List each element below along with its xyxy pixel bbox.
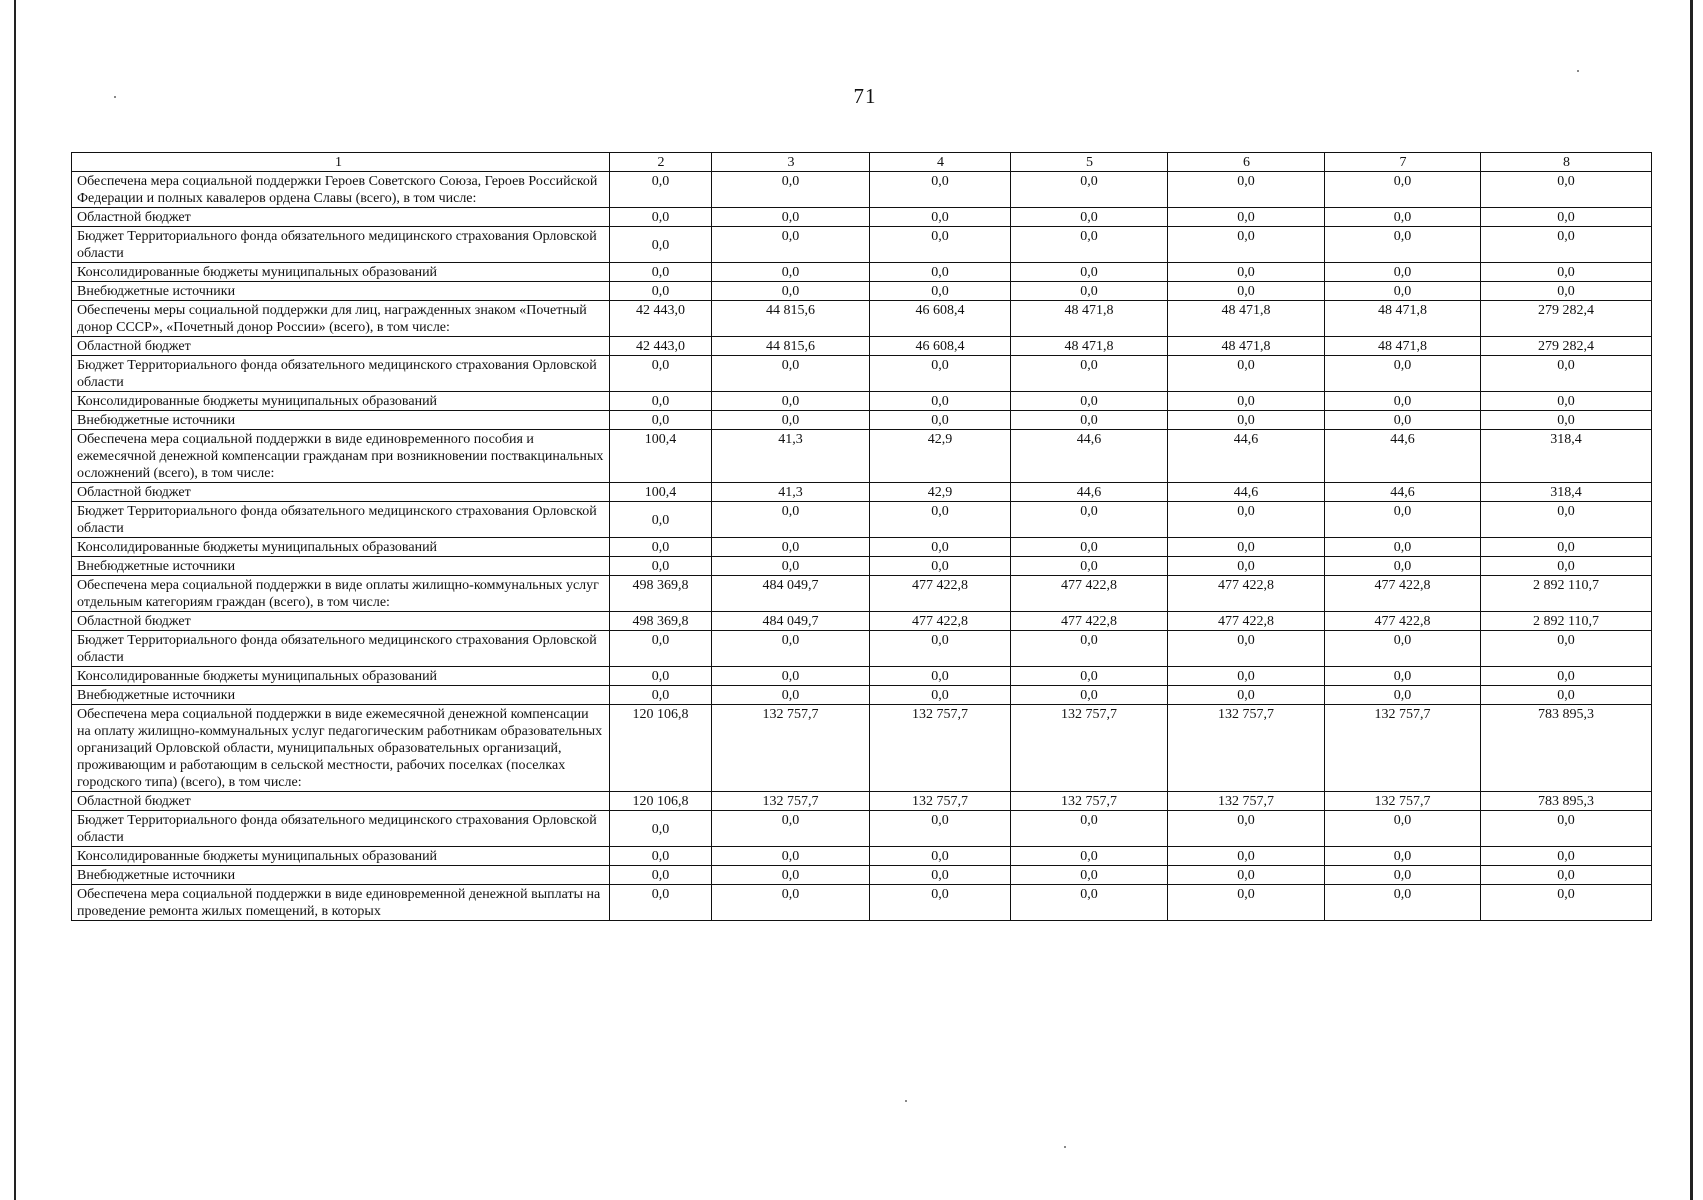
value-cell: 132 757,7 [712,792,870,811]
table-row [72,631,1652,667]
value-cell: 44,6 [1011,483,1168,502]
value-cell: 279 282,4 [1481,337,1652,356]
value-cell: 0,0 [1011,172,1168,208]
row-label: Бюджет Территориального фонда обязательного медицинского страхования Орловской области [72,227,610,263]
value-cell: 0,0 [712,557,870,576]
row-label: Обеспечена мера социальной поддержки в виде единовременной денежной выплаты на проведение ремонта жилых помещений, в которых [72,885,610,921]
value-cell: 0,0 [1325,392,1481,411]
value-cell: 484 049,7 [712,576,870,612]
value-cell: 132 757,7 [1168,705,1325,792]
value-cell: 0,0 [1011,538,1168,557]
row-label: Внебюджетные источники [72,282,610,301]
value-cell: 0,0 [1481,356,1652,392]
table-row [72,576,1652,612]
value-cell: 0,0 [610,885,712,921]
value-cell: 132 757,7 [870,792,1011,811]
value-cell: 0,0 [1011,866,1168,885]
value-cell: 0,0 [610,263,712,282]
value-cell: 477 422,8 [1168,612,1325,631]
value-cell: 0,0 [712,356,870,392]
value-cell: 0,0 [712,866,870,885]
value-cell: 0,0 [1168,631,1325,667]
value-cell: 0,0 [1325,282,1481,301]
value-cell: 0,0 [610,811,712,847]
budget-table [71,152,1652,921]
value-cell: 132 757,7 [1325,705,1481,792]
value-cell: 0,0 [1481,885,1652,921]
table-row [72,866,1652,885]
column-number-header: 2 [610,153,712,172]
table-row [72,792,1652,811]
value-cell: 0,0 [1481,847,1652,866]
value-cell: 0,0 [870,885,1011,921]
value-cell: 48 471,8 [1011,301,1168,337]
value-cell: 0,0 [712,811,870,847]
value-cell: 0,0 [1481,667,1652,686]
scan-edge-left [14,0,16,1200]
value-cell: 41,3 [712,430,870,483]
value-cell: 0,0 [1168,557,1325,576]
value-cell: 0,0 [1168,282,1325,301]
table-row [72,502,1652,538]
value-cell: 0,0 [1011,227,1168,263]
value-cell: 42,9 [870,430,1011,483]
value-cell: 0,0 [1481,263,1652,282]
row-label: Областной бюджет [72,792,610,811]
value-cell: 0,0 [1168,538,1325,557]
value-cell: 477 422,8 [870,612,1011,631]
value-cell: 0,0 [870,227,1011,263]
value-cell: 44 815,6 [712,301,870,337]
value-cell: 0,0 [712,885,870,921]
value-cell: 0,0 [610,227,712,263]
value-cell: 0,0 [1168,172,1325,208]
value-cell: 0,0 [610,208,712,227]
value-cell: 132 757,7 [712,705,870,792]
value-cell: 0,0 [870,686,1011,705]
value-cell: 0,0 [1011,847,1168,866]
value-cell: 0,0 [1168,847,1325,866]
value-cell: 0,0 [1011,631,1168,667]
value-cell: 44,6 [1011,430,1168,483]
value-cell: 498 369,8 [610,576,712,612]
row-label: Внебюджетные источники [72,557,610,576]
value-cell: 0,0 [1481,811,1652,847]
value-cell: 0,0 [1325,502,1481,538]
value-cell: 44 815,6 [712,337,870,356]
value-cell: 0,0 [870,208,1011,227]
value-cell: 0,0 [1325,811,1481,847]
row-label: Внебюджетные источники [72,411,610,430]
value-cell: 0,0 [610,847,712,866]
row-label: Обеспечена мера социальной поддержки в виде ежемесячной денежной компенсации на оплату жилищно-коммунальных услуг педагогическим работникам образовательных организаций Орловской области, муниципальных образовательных организаций, проживающим и работающим в сельской местности, рабочих поселках (поселках городского типа) (всего), в том числе: [72,705,610,792]
value-cell: 48 471,8 [1168,337,1325,356]
table-header-row [72,153,1652,172]
table-row [72,705,1652,792]
value-cell: 46 608,4 [870,337,1011,356]
value-cell: 0,0 [870,392,1011,411]
row-label: Областной бюджет [72,337,610,356]
page-number: 71 [853,84,877,108]
table-row [72,847,1652,866]
value-cell: 0,0 [870,282,1011,301]
value-cell: 0,0 [870,411,1011,430]
table-row [72,227,1652,263]
scan-speck [905,1100,907,1102]
value-cell: 46 608,4 [870,301,1011,337]
table-row [72,483,1652,502]
column-number-header: 1 [72,153,610,172]
value-cell: 132 757,7 [870,705,1011,792]
value-cell: 41,3 [712,483,870,502]
value-cell: 0,0 [1325,172,1481,208]
value-cell: 0,0 [610,557,712,576]
row-label: Обеспечена мера социальной поддержки в виде оплаты жилищно-коммунальных услуг отдельным категориям граждан (всего), в том числе: [72,576,610,612]
value-cell: 0,0 [712,282,870,301]
row-label: Областной бюджет [72,612,610,631]
row-label: Консолидированные бюджеты муниципальных образований [72,263,610,282]
table-row [72,411,1652,430]
value-cell: 0,0 [870,538,1011,557]
row-label: Областной бюджет [72,208,610,227]
value-cell: 0,0 [1168,502,1325,538]
value-cell: 0,0 [1481,208,1652,227]
table-row [72,811,1652,847]
table-row [72,538,1652,557]
row-label: Областной бюджет [72,483,610,502]
value-cell: 0,0 [1325,866,1481,885]
table-row [72,885,1652,921]
table-row [72,430,1652,483]
value-cell: 44,6 [1168,483,1325,502]
table-row [72,612,1652,631]
table-row [72,301,1652,337]
column-number-header: 8 [1481,153,1652,172]
value-cell: 0,0 [1481,282,1652,301]
value-cell: 0,0 [1011,356,1168,392]
row-label: Внебюджетные источники [72,866,610,885]
value-cell: 783 895,3 [1481,705,1652,792]
value-cell: 0,0 [1168,208,1325,227]
column-number-header: 3 [712,153,870,172]
table-row [72,392,1652,411]
value-cell: 0,0 [1011,502,1168,538]
value-cell: 0,0 [1325,356,1481,392]
value-cell: 0,0 [712,227,870,263]
row-label: Обеспечена мера социальной поддержки Героев Советского Союза, Героев Российской Федерации и полных кавалеров ордена Славы (всего), в том числе: [72,172,610,208]
value-cell: 0,0 [1325,885,1481,921]
value-cell: 0,0 [1011,885,1168,921]
value-cell: 0,0 [1011,667,1168,686]
table-row [72,337,1652,356]
value-cell: 0,0 [870,866,1011,885]
scan-edge-right [1690,0,1693,1200]
value-cell: 498 369,8 [610,612,712,631]
row-label: Консолидированные бюджеты муниципальных образований [72,847,610,866]
value-cell: 0,0 [870,847,1011,866]
value-cell: 0,0 [1011,411,1168,430]
value-cell: 0,0 [1325,538,1481,557]
value-cell: 0,0 [712,263,870,282]
value-cell: 0,0 [610,172,712,208]
value-cell: 0,0 [870,811,1011,847]
value-cell: 44,6 [1325,430,1481,483]
value-cell: 0,0 [1325,263,1481,282]
value-cell: 2 892 110,7 [1481,612,1652,631]
row-label: Консолидированные бюджеты муниципальных образований [72,392,610,411]
table-row [72,356,1652,392]
value-cell: 0,0 [610,686,712,705]
value-cell: 0,0 [712,502,870,538]
row-label: Бюджет Территориального фонда обязательного медицинского страхования Орловской области [72,356,610,392]
value-cell: 0,0 [1168,866,1325,885]
value-cell: 0,0 [1168,227,1325,263]
value-cell: 0,0 [870,667,1011,686]
value-cell: 279 282,4 [1481,301,1652,337]
value-cell: 0,0 [712,686,870,705]
value-cell: 0,0 [1481,502,1652,538]
value-cell: 0,0 [1481,411,1652,430]
value-cell: 0,0 [1168,392,1325,411]
row-label: Консолидированные бюджеты муниципальных образований [72,667,610,686]
value-cell: 0,0 [870,172,1011,208]
value-cell: 0,0 [610,538,712,557]
table-row [72,667,1652,686]
column-number-header: 6 [1168,153,1325,172]
value-cell: 0,0 [712,392,870,411]
value-cell: 0,0 [1325,686,1481,705]
value-cell: 48 471,8 [1325,337,1481,356]
value-cell: 0,0 [1011,208,1168,227]
table-row [72,263,1652,282]
row-label: Бюджет Территориального фонда обязательного медицинского страхования Орловской области [72,631,610,667]
value-cell: 318,4 [1481,483,1652,502]
value-cell: 0,0 [1011,263,1168,282]
value-cell: 0,0 [712,667,870,686]
value-cell: 0,0 [610,502,712,538]
table-row [72,172,1652,208]
row-label: Обеспечены меры социальной поддержки для лиц, награжденных знаком «Почетный донор СССР», «Почетный донор России» (всего), в том числе: [72,301,610,337]
value-cell: 477 422,8 [870,576,1011,612]
value-cell: 100,4 [610,430,712,483]
value-cell: 0,0 [1168,686,1325,705]
value-cell: 0,0 [712,631,870,667]
value-cell: 484 049,7 [712,612,870,631]
value-cell: 0,0 [1168,885,1325,921]
value-cell: 0,0 [1481,686,1652,705]
value-cell: 0,0 [712,538,870,557]
table-row [72,557,1652,576]
value-cell: 0,0 [610,282,712,301]
value-cell: 120 106,8 [610,792,712,811]
value-cell: 132 757,7 [1168,792,1325,811]
scan-speck [114,96,116,98]
value-cell: 0,0 [610,631,712,667]
value-cell: 0,0 [1481,557,1652,576]
value-cell: 0,0 [870,631,1011,667]
column-number-header: 7 [1325,153,1481,172]
value-cell: 477 422,8 [1011,576,1168,612]
value-cell: 318,4 [1481,430,1652,483]
value-cell: 783 895,3 [1481,792,1652,811]
value-cell: 0,0 [1011,686,1168,705]
value-cell: 48 471,8 [1325,301,1481,337]
value-cell: 0,0 [1481,631,1652,667]
row-label: Внебюджетные источники [72,686,610,705]
row-label: Обеспечена мера социальной поддержки в виде единовременного пособия и ежемесячной денежной компенсации гражданам при возникновении поствакцинальных осложнений (всего), в том числе: [72,430,610,483]
table-body [72,172,1652,921]
value-cell: 42 443,0 [610,337,712,356]
scan-speck [1577,70,1579,72]
value-cell: 132 757,7 [1011,792,1168,811]
value-cell: 0,0 [1168,263,1325,282]
value-cell: 0,0 [1481,538,1652,557]
value-cell: 477 422,8 [1011,612,1168,631]
value-cell: 0,0 [1011,811,1168,847]
value-cell: 0,0 [712,847,870,866]
value-cell: 0,0 [1011,282,1168,301]
value-cell: 0,0 [610,356,712,392]
value-cell: 0,0 [870,356,1011,392]
value-cell: 0,0 [1011,557,1168,576]
value-cell: 0,0 [1481,866,1652,885]
value-cell: 0,0 [1325,557,1481,576]
column-number-header: 4 [870,153,1011,172]
scan-speck [1064,1146,1066,1148]
value-cell: 0,0 [870,557,1011,576]
value-cell: 0,0 [1481,392,1652,411]
value-cell: 0,0 [1168,411,1325,430]
value-cell: 44,6 [1168,430,1325,483]
value-cell: 100,4 [610,483,712,502]
value-cell: 44,6 [1325,483,1481,502]
table-row [72,208,1652,227]
value-cell: 0,0 [712,411,870,430]
value-cell: 0,0 [712,172,870,208]
value-cell: 42,9 [870,483,1011,502]
value-cell: 0,0 [1168,667,1325,686]
value-cell: 0,0 [610,667,712,686]
value-cell: 0,0 [1325,411,1481,430]
value-cell: 0,0 [870,502,1011,538]
row-label: Бюджет Территориального фонда обязательного медицинского страхования Орловской области [72,811,610,847]
value-cell: 0,0 [1481,172,1652,208]
value-cell: 0,0 [1325,208,1481,227]
table-row [72,686,1652,705]
value-cell: 0,0 [1325,847,1481,866]
value-cell: 120 106,8 [610,705,712,792]
value-cell: 0,0 [1325,667,1481,686]
value-cell: 0,0 [1168,356,1325,392]
value-cell: 48 471,8 [1168,301,1325,337]
value-cell: 42 443,0 [610,301,712,337]
value-cell: 132 757,7 [1325,792,1481,811]
value-cell: 0,0 [870,263,1011,282]
value-cell: 0,0 [1325,227,1481,263]
value-cell: 477 422,8 [1325,612,1481,631]
table-row [72,282,1652,301]
value-cell: 0,0 [1168,811,1325,847]
value-cell: 0,0 [1011,392,1168,411]
row-label: Консолидированные бюджеты муниципальных образований [72,538,610,557]
value-cell: 48 471,8 [1011,337,1168,356]
row-label: Бюджет Территориального фонда обязательного медицинского страхования Орловской области [72,502,610,538]
value-cell: 477 422,8 [1325,576,1481,612]
column-number-header: 5 [1011,153,1168,172]
value-cell: 477 422,8 [1168,576,1325,612]
value-cell: 0,0 [1481,227,1652,263]
value-cell: 0,0 [1325,631,1481,667]
value-cell: 0,0 [610,866,712,885]
value-cell: 0,0 [610,411,712,430]
value-cell: 0,0 [610,392,712,411]
value-cell: 132 757,7 [1011,705,1168,792]
value-cell: 2 892 110,7 [1481,576,1652,612]
value-cell: 0,0 [712,208,870,227]
